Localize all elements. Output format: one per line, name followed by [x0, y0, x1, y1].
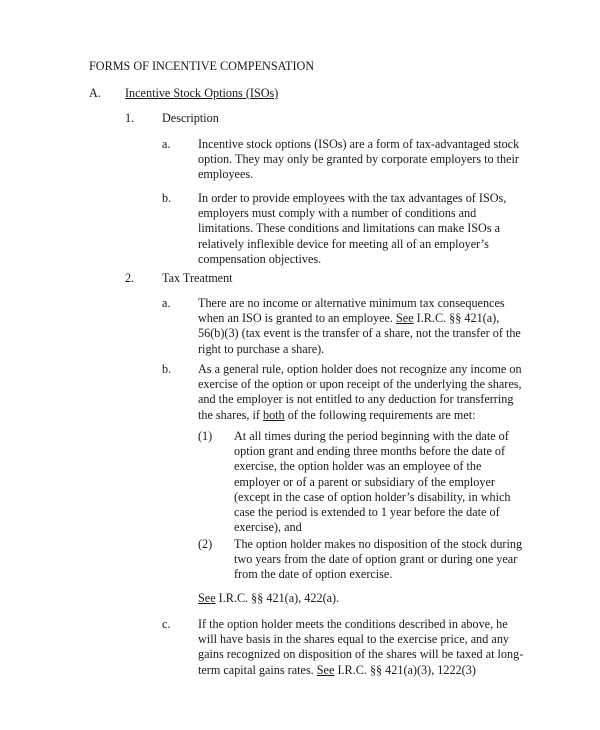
text-line: employer or of a parent or subsidiary of the employer: [234, 474, 495, 489]
text-line: employees.: [198, 167, 254, 182]
text-line: compensation objectives.: [198, 251, 322, 266]
text-fragment: when an ISO is granted to an employee.: [198, 311, 396, 326]
requirement-2-marker: (2): [198, 537, 213, 551]
text-line: limitations. These conditions and limitations can make ISOs a: [198, 221, 501, 236]
text-line: relatively inflexible device for meeting all of an employer’s: [198, 236, 489, 251]
text-line: There are no income or alternative minimum tax consequences: [198, 296, 505, 310]
item-2b-text: [198, 362, 522, 423]
subsection-2-marker: 2.: [125, 271, 135, 285]
section-a-heading: Incentive Stock Options (ISOs): [125, 86, 279, 100]
text-line: two years from the date of option grant or during one year: [234, 552, 518, 567]
item-1a-text: [198, 137, 519, 183]
item-2b-marker: b.: [162, 362, 172, 376]
text-fragment: of the following requirements are met:: [284, 407, 476, 422]
text-line: from the date of option exercise.: [234, 567, 393, 582]
text-line: At all times during the period beginning with the date of: [234, 429, 509, 443]
text-line: [198, 311, 521, 326]
citation-signal: See: [316, 662, 335, 677]
item-1b-text: [198, 191, 506, 267]
text-line: As a general rule, option holder does not recognize any income on: [198, 362, 522, 376]
citation-signal: See: [396, 311, 414, 326]
citation-text: I.R.C. §§ 421(a), 422(a).: [215, 591, 340, 605]
item-2a-marker: a.: [162, 296, 171, 310]
text-line: employers must comply with a number of conditions and: [198, 206, 477, 221]
text-line: [198, 663, 523, 678]
text-line: will have basis in the shares equal to the exercise price, and any: [198, 632, 510, 647]
text-line: In order to provide employees with the tax advantages of ISOs,: [198, 191, 507, 205]
citation-line: [198, 591, 339, 606]
text-line: exercise of the option or upon receipt of the underlying the shares,: [198, 377, 522, 392]
text-line: and the employer is not entitled to any deduction for transferring: [198, 392, 514, 407]
text-fragment: term capital gains rates.: [198, 662, 317, 677]
text-line: Incentive stock options (ISOs) are a form of tax-advantaged stock: [198, 137, 520, 151]
requirement-2-text: [234, 537, 522, 583]
document-title: FORMS OF INCENTIVE COMPENSATION: [89, 59, 315, 73]
item-2c-text: [198, 617, 523, 678]
text-line: exercise, the option holder was an employee of the: [234, 459, 482, 474]
text-line: 56(b)(3) (tax event is the transfer of a share, not the transfer of the: [198, 326, 521, 341]
text-line: exercise), and: [234, 520, 302, 535]
text-fragment: I.R.C. §§ 421(a),: [413, 311, 500, 326]
text-fragment: the shares, if: [198, 407, 263, 422]
text-line: case the period is extended to 1 year before the date of: [234, 505, 500, 520]
text-line: [198, 408, 522, 423]
item-1a-marker: a.: [162, 137, 171, 151]
text-fragment: I.R.C. §§ 421(a)(3), 1222(3): [334, 662, 476, 677]
subsection-2-heading: Tax Treatment: [162, 271, 233, 285]
item-2c-marker: c.: [162, 617, 171, 631]
text-line: (except in the case of option holder’s disability, in which: [234, 489, 511, 504]
text-line: gains recognized on disposition of the shares will be taxed at long-: [198, 647, 524, 662]
text-line: option grant and ending three months before the date of: [234, 444, 506, 459]
text-line: option. They may only be granted by corporate employers to their: [198, 152, 519, 167]
text-line: right to purchase a share).: [198, 341, 325, 356]
subsection-1-heading: Description: [162, 111, 219, 125]
requirement-1-text: [234, 429, 511, 535]
text-line: If the option holder meets the conditions described in above, he: [198, 617, 508, 631]
item-1b-marker: b.: [162, 191, 172, 205]
emphasis-both: both: [262, 407, 285, 422]
citation-signal: See: [198, 591, 216, 605]
item-2a-text: [198, 296, 521, 357]
text-line: The option holder makes no disposition of the stock during: [234, 537, 523, 551]
subsection-1-marker: 1.: [125, 111, 135, 125]
requirement-1-marker: (1): [198, 429, 213, 443]
section-a-marker: A.: [89, 86, 101, 100]
